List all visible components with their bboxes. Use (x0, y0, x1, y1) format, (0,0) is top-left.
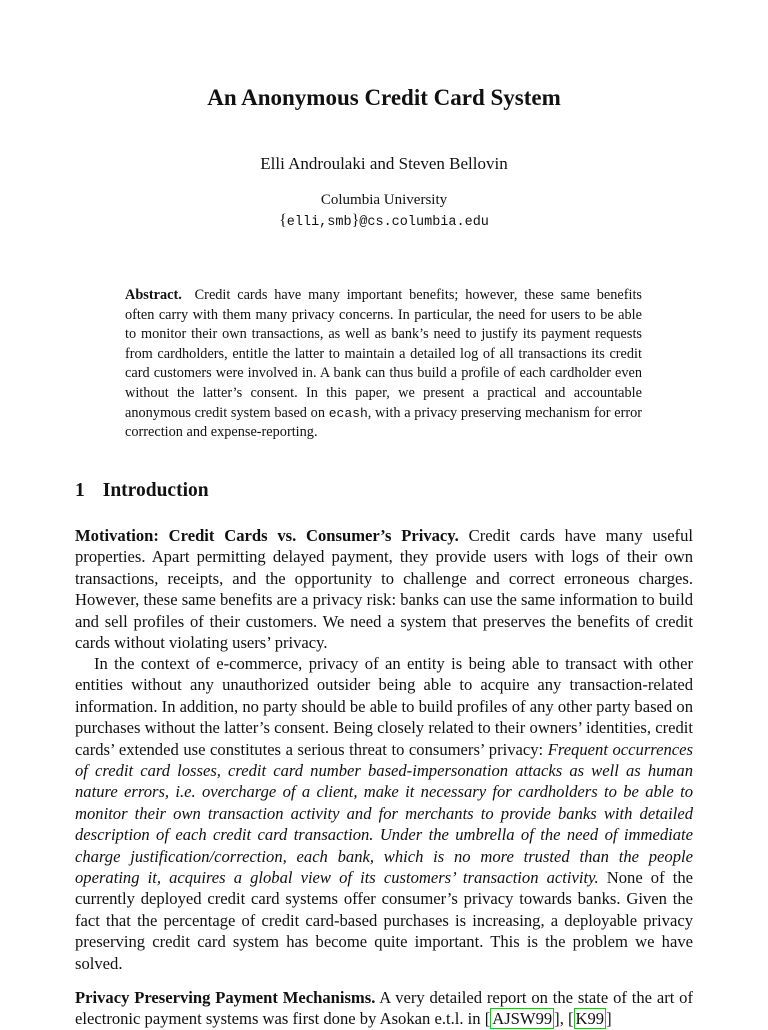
context-paragraph (75, 653, 693, 974)
motivation-text: Credit cards have many useful properties. Apart permitting delayed payment, they provide users with logs of their own transactions, receipts, and the opportunity to challenge and correct erroneous charges. However, these same benefits are a privacy risk: banks can use the same information to build and sell profiles of their customers. We need a system that preserves the benefits of credit cards without violating users’ privacy. (75, 526, 693, 653)
motivation-heading: Motivation: Credit Cards vs. Consumer’s Privacy. (75, 526, 459, 545)
abstract-text: Credit cards have many important benefits; however, these same benefits often carry with them many privacy concerns. In particular, the need for users to be able to monitor their own transactions, as well as bank’s need to justify its payment requests from cardholders, entitle the latter to maintain a detailed log of all transactions its credit card customers were involved in. A bank can thus build a profile of each cardholder even without the latter’s consent. In this paper, we present a practical and accountable anonymous credit system based on (125, 287, 642, 421)
context-tail: None of the currently deployed credit card systems offer consumer’s privacy towards banks. Given the fact that the percentage of credit card-based purchases is increasing, a deployable privacy preserving credit card system has become quite important. This is the problem we have solved. (75, 868, 693, 973)
section-heading (75, 480, 209, 502)
abstract-code-term: ecash (328, 405, 368, 421)
affiliation: Columbia University (320, 192, 448, 208)
citation-link[interactable]: K99 (575, 1009, 605, 1029)
privacy-heading: Privacy Preserving Payment Mechanisms. (75, 988, 376, 1007)
paper-authors: Elli Androulaki and Steven Bellovin (260, 154, 508, 173)
context-text: In the context of e-commerce, privacy of an entity is being able to transact with other entities without any unauthorized outsider being able to acquire any transaction-related information. In addition, no party should be able to build profiles of any other party based on purchases without the latter’s consent. Being closely related to their owners’ identities, credit cards’ extended use constitutes a serious threat to consumers’ privacy: (75, 654, 693, 759)
privacy-paragraph: Privacy Preserving Payment Mechanisms. A very detailed report on the state of the art of electronic payment systems was first done by Asokan e.t.l. in [ AJSW99 ], [ K99 ] (75, 988, 693, 1029)
privacy-text: A very detailed report on the state of the art of electronic payment systems was first done by Asokan e.t.l. in (75, 988, 693, 1029)
section-number: 1 (75, 480, 85, 501)
abstract (125, 286, 642, 443)
citation-link[interactable]: AJSW99 (492, 1009, 553, 1029)
author-email: {elli,smb}@cs.columbia.edu (279, 212, 489, 230)
email-domain: @cs.columbia.edu (359, 215, 489, 230)
abstract-label: Abstract. (125, 287, 182, 303)
paper-title: An Anonymous Credit Card System (207, 85, 561, 110)
context-italic: Frequent occurrences of credit card losses, credit card number based-impersonation attacks as well as human nature errors, i.e. overcharge of a client, make it necessary for cardholders to be able to monitor their own transaction activity and for merchants to provide banks with detailed description of each credit card transaction. Under the umbrella of the need of immediate charge justification/correction, each bank, which is no more trusted than the people operating it, acquires a global view of its customers’ transaction activity. (75, 739, 693, 888)
section-title: Introduction (102, 480, 209, 501)
abstract-text-end: , with a privacy preserving mechanism for error correction and expense-reporting. (125, 404, 643, 441)
email-user: elli,smb (286, 215, 352, 230)
motivation-paragraph (75, 525, 693, 653)
